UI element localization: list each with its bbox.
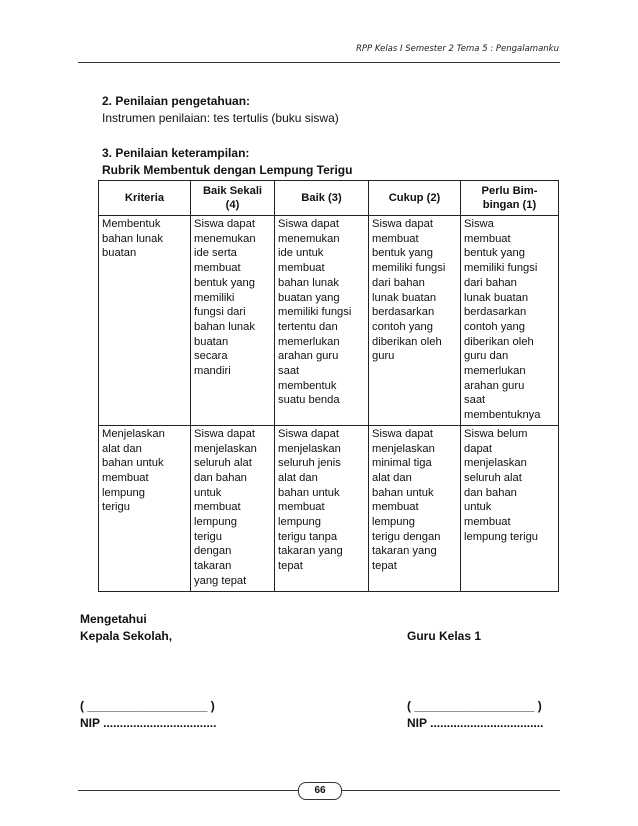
teacher-signature-block	[407, 628, 543, 732]
table-row	[99, 425, 559, 591]
row-1-criteria: Membentuk bahan lunak buatan	[99, 216, 191, 426]
section-skill-assessment	[102, 145, 352, 179]
principal-title: Kepala Sekolah,	[80, 629, 173, 643]
principal-nip: NIP ..................................	[80, 716, 217, 730]
running-header: RPP Kelas I Semester 2 Tema 5 : Pengalamanku	[355, 44, 559, 54]
section-knowledge-assessment	[102, 93, 339, 127]
section-3-heading: 3. Penilaian keterampilan:	[102, 146, 250, 160]
row-2-perlu-bimbingan: Siswa belum dapat menjelaskan seluruh alat dan bahan untuk membuat lempung terigu	[461, 425, 559, 591]
header-perlu-bimbingan: Perlu Bim- bingan (1)	[461, 181, 559, 216]
section-2-heading: 2. Penilaian pengetahuan:	[102, 94, 251, 108]
principal-name-blank: ( __________________ )	[80, 699, 215, 713]
row-2-baik-sekali: Siswa dapat menjelaskan seluruh alat dan bahan untuk membuat lempung terigu dengan takaran yang tepat	[191, 425, 275, 591]
header-rule	[78, 62, 560, 63]
rubric-table	[98, 180, 559, 592]
section-2-text: Instrumen penilaian: tes tertulis (buku siswa)	[102, 111, 339, 125]
table-row	[99, 216, 559, 426]
teacher-name-blank: ( __________________ )	[407, 699, 542, 713]
row-1-perlu-bimbingan: Siswa membuat bentuk yang memiliki fungsi dari bahan lunak buatan berdasarkan contoh yang diberikan oleh guru dan memerlukan arahan guru saat membentuknya	[461, 216, 559, 426]
header-baik-sekali: Baik Sekali (4)	[191, 181, 275, 216]
row-2-criteria: Menjelaskan alat dan bahan untuk membuat lempung terigu	[99, 425, 191, 591]
principal-signature-block	[80, 611, 216, 732]
rubric-title: Rubrik Membentuk dengan Lempung Terigu	[102, 163, 353, 177]
row-1-baik: Siswa dapat menemukan ide untuk membuat bahan lunak buatan yang memiliki fungsi tertentu dan memerlukan arahan guru saat membentuk suatu benda	[275, 216, 369, 426]
header-baik: Baik (3)	[275, 181, 369, 216]
row-2-baik: Siswa dapat menjelaskan seluruh jenis alat dan bahan untuk membuat lempung terigu tanpa takaran yang tepat	[275, 425, 369, 591]
teacher-title: Guru Kelas 1	[407, 629, 482, 643]
page-number: 66	[298, 782, 342, 800]
header-kriteria: Kriteria	[99, 181, 191, 216]
teacher-nip: NIP ..................................	[407, 716, 544, 730]
row-1-cukup: Siswa dapat membuat bentuk yang memiliki fungsi dari bahan lunak buatan berdasarkan contoh yang diberikan oleh guru	[369, 216, 461, 426]
row-1-baik-sekali: Siswa dapat menemukan ide serta membuat bentuk yang memiliki fungsi dari bahan lunak buatan secara mandiri	[191, 216, 275, 426]
header-cukup: Cukup (2)	[369, 181, 461, 216]
acknowledge-label: Mengetahui	[80, 612, 147, 626]
table-header-row	[99, 181, 559, 216]
row-2-cukup: Siswa dapat menjelaskan minimal tiga alat dan bahan untuk membuat lempung terigu dengan takaran yang tepat	[369, 425, 461, 591]
